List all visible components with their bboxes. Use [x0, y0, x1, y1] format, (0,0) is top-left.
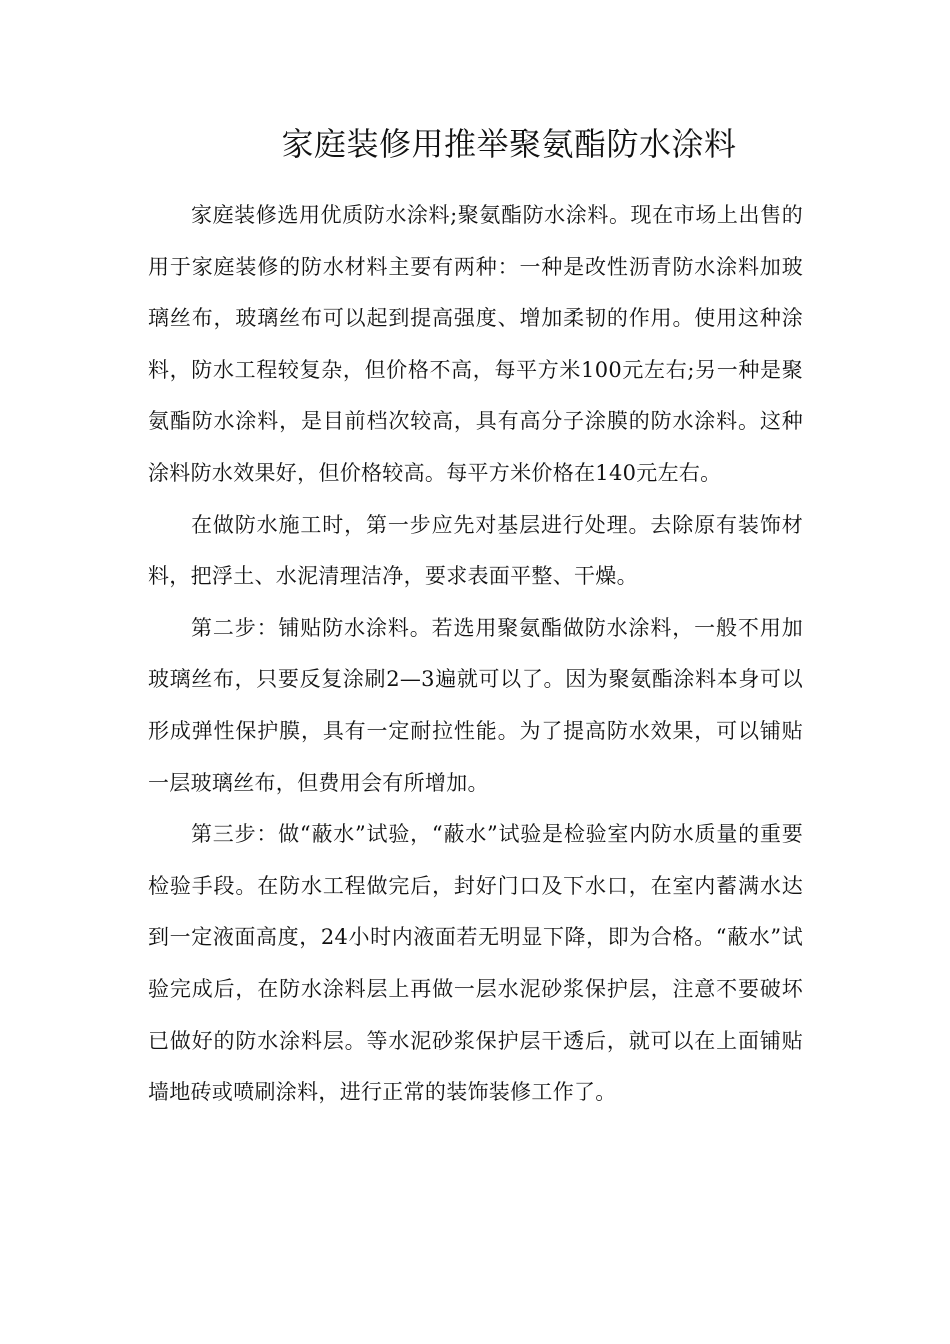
- paragraph-step-two: 第二步：铺贴防水涂料。若选用聚氨酯做防水涂料，一般不用加玻璃丝布，只要反复涂刷2—3遍就可以了。因为聚氨酯涂料本身可以形成弹性保护膜，具有一定耐拉性能。为了提高防水效果，可以铺贴一层玻璃丝布，但费用会有所增加。: [148, 615, 803, 795]
- paragraph-step-three: 第三步：做“蔽水”试验，“蔽水”试验是检验室内防水质量的重要检验手段。在防水工程做完后，封好门口及下水口，在室内蓄满水达到一定液面高度，24小时内液面若无明显下降，即为合格。“蔽水”试验完成后，在防水涂料层上再做一层水泥砂浆保护层，注意不要破坏已做好的防水涂料层。等水泥砂浆保护层干透后，就可以在上面铺贴墙地砖或喷刷涂料，进行正常的装饰装修工作了。: [148, 822, 803, 1105]
- document-body: [148, 190, 803, 1119]
- document-title: 家庭装修用推举聚氨酯防水涂料: [281, 125, 737, 163]
- paragraph-step-one: 在做防水施工时，第一步应先对基层进行处理。去除原有装饰材料，把浮土、水泥清理洁净，要求表面平整、干燥。: [148, 512, 803, 589]
- paragraph-intro: 家庭装修选用优质防水涂料;聚氨酯防水涂料。现在市场上出售的用于家庭装修的防水材料主要有两种：一种是改性沥青防水涂料加玻璃丝布，玻璃丝布可以起到提高强度、增加柔韧的作用。使用这种涂料，防水工程较复杂，但价格不高，每平方米100元左右;另一种是聚氨酯防水涂料，是目前档次较高，具有高分子涂膜的防水涂料。这种涂料防水效果好，但价格较高。每平方米价格在140元左右。: [148, 203, 803, 485]
